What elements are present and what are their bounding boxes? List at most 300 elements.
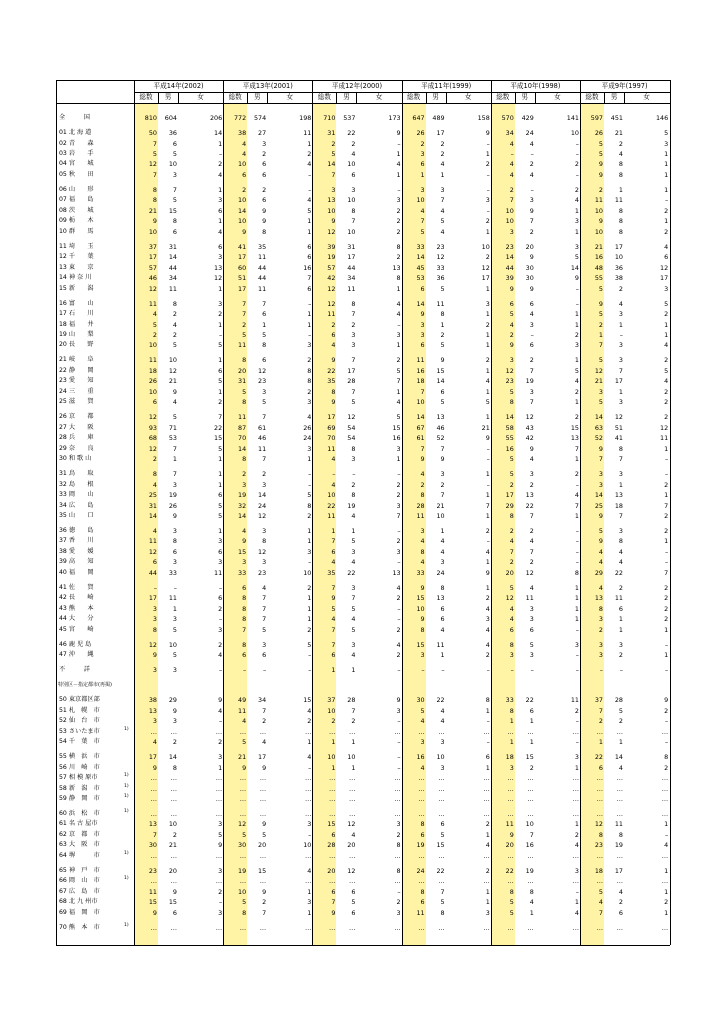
data-cell: 8 — [618, 537, 623, 546]
data-cell: 3 — [618, 470, 623, 479]
data-cell: 1 — [664, 160, 669, 169]
data-cell: 5 — [218, 341, 223, 350]
data-cell: … — [572, 727, 579, 736]
data-cell: 15 — [392, 423, 401, 432]
data-cell: 44 — [505, 263, 514, 272]
data-cell: … — [418, 923, 425, 932]
data-cell: 3 — [396, 547, 401, 556]
data-cell: 7 — [331, 640, 336, 649]
data-cell: 6 — [218, 242, 223, 251]
data-cell: 2 — [307, 356, 312, 365]
data-cell: 11 — [614, 196, 623, 205]
data-cell: … — [394, 794, 401, 803]
data-cell: 2 — [664, 356, 669, 365]
data-cell: 206 — [209, 114, 223, 122]
data-cell: 1 — [307, 139, 312, 148]
data-cell: – — [619, 666, 623, 675]
data-cell: 4 — [664, 242, 669, 251]
data-cell: 2 — [598, 320, 603, 329]
data-cell: 4 — [574, 841, 579, 850]
data-cell: 9 — [218, 841, 223, 850]
data-cell: 2 — [307, 387, 312, 396]
data-cell: 19 — [238, 491, 247, 500]
data-cell: … — [596, 727, 603, 736]
data-cell: 4 — [420, 558, 425, 567]
data-cell: 10 — [238, 160, 247, 169]
data-cell: 12 — [525, 568, 534, 577]
data-cell: 39 — [327, 242, 336, 251]
data-cell: 4 — [664, 377, 669, 386]
row-footnote: 1) — [124, 876, 129, 882]
data-cell: 21 — [436, 501, 445, 510]
data-cell: – — [530, 330, 534, 339]
data-cell: 5 — [218, 830, 223, 839]
data-cell: 5 — [172, 625, 177, 634]
data-cell: 11 — [148, 887, 157, 896]
data-cell: 18 — [416, 377, 425, 386]
data-cell: 1 — [307, 320, 312, 329]
data-cell: 11 — [148, 537, 157, 546]
data-cell: 11 — [505, 820, 514, 829]
data-cell: 2 — [172, 330, 177, 339]
data-cell: 9 — [509, 830, 514, 839]
row-label: 64 堺 市 — [59, 851, 100, 859]
row-label: 30 和 歌 山 — [59, 455, 92, 463]
data-cell: 54 — [347, 434, 356, 443]
data-cell: 48 — [594, 263, 603, 272]
data-cell: 1 — [440, 320, 445, 329]
data-cell: 11 — [168, 594, 177, 603]
data-cell: 647 — [412, 114, 425, 122]
data-cell: 3 — [440, 558, 445, 567]
data-cell: 20 — [168, 866, 177, 875]
data-cell: – — [486, 444, 490, 453]
col-header-male: 男 — [521, 93, 529, 101]
data-cell: 4 — [440, 160, 445, 169]
data-cell: 21 — [148, 206, 157, 215]
data-cell: 6 — [218, 366, 223, 375]
data-cell: 3 — [618, 310, 623, 319]
data-cell: – — [308, 558, 312, 567]
data-cell: 1 — [351, 527, 356, 535]
data-cell: … — [329, 784, 336, 793]
data-cell: 4 — [242, 527, 247, 535]
data-cell: 10 — [436, 753, 445, 762]
row-label: 42 長 崎 — [59, 594, 94, 602]
data-cell: 63 — [594, 423, 603, 432]
data-cell: 5 — [152, 149, 157, 158]
row-footnote: 1) — [124, 726, 129, 732]
data-cell: 158 — [477, 114, 490, 122]
data-cell: 7 — [262, 299, 267, 308]
col-header-male: 男 — [432, 93, 439, 101]
data-cell: 12 — [660, 423, 669, 432]
data-cell: 8 — [440, 583, 445, 592]
data-cell: – — [575, 625, 579, 634]
data-cell: 6 — [598, 763, 603, 772]
row-label: 14 神 奈 川 — [59, 274, 92, 282]
data-cell: 3 — [262, 527, 267, 535]
data-cell: 15 — [525, 753, 534, 762]
data-cell: 1 — [574, 594, 579, 603]
data-cell: 10 — [347, 160, 356, 169]
row-label: 57 相 模 原市 — [59, 774, 98, 782]
data-cell: 2 — [307, 511, 312, 520]
data-cell: 46 — [258, 434, 267, 443]
col-header-female: 女 — [643, 93, 650, 101]
data-cell: 4 — [529, 898, 534, 907]
data-cell: 1 — [331, 527, 336, 535]
data-cell: 14 — [505, 253, 514, 262]
data-cell: … — [661, 810, 669, 818]
data-cell: 17 — [258, 753, 267, 762]
data-cell: … — [239, 784, 247, 793]
data-cell: 3 — [152, 615, 157, 624]
row-label: 65 神 戸 市 — [59, 866, 100, 874]
data-cell: 2 — [618, 717, 623, 726]
data-cell: 4 — [598, 898, 603, 907]
data-cell: 7 — [440, 491, 445, 500]
data-cell: 12 — [327, 299, 336, 308]
data-cell: … — [616, 851, 623, 860]
data-cell: 4 — [262, 583, 267, 592]
data-cell: 11 — [238, 413, 247, 422]
data-cell: … — [483, 923, 490, 932]
data-cell: 3 — [307, 398, 312, 407]
data-cell: 20 — [347, 841, 356, 850]
data-cell: 1 — [529, 717, 534, 726]
data-cell: 33 — [436, 263, 445, 272]
data-cell: 54 — [347, 423, 356, 432]
row-label: 27 大 阪 — [59, 423, 94, 431]
data-cell: – — [575, 170, 579, 179]
data-cell: 1 — [485, 149, 490, 158]
data-cell: 23 — [436, 242, 445, 251]
data-cell: 17 — [148, 253, 157, 262]
data-cell: … — [394, 784, 401, 793]
data-cell: 9 — [172, 887, 177, 896]
data-cell: … — [418, 727, 425, 736]
data-cell: – — [218, 149, 223, 158]
data-cell: 6 — [262, 170, 267, 179]
data-cell: … — [329, 851, 336, 860]
data-cell: 5 — [242, 387, 247, 396]
data-cell: 1 — [440, 170, 445, 179]
data-cell: 2 — [307, 625, 312, 634]
data-cell: 1 — [351, 763, 356, 772]
data-cell: 3 — [307, 341, 312, 350]
data-cell: 1 — [574, 898, 579, 907]
data-cell: 5 — [172, 651, 177, 660]
data-cell: 8 — [598, 830, 603, 839]
data-cell: 6 — [307, 253, 312, 262]
data-cell: 2 — [152, 455, 157, 464]
row-footnote: 1) — [124, 809, 129, 814]
data-cell: – — [308, 763, 312, 772]
data-cell: 2 — [485, 356, 490, 365]
data-cell: 3 — [618, 356, 623, 365]
data-cell: 5 — [351, 604, 356, 613]
data-cell: 5 — [598, 527, 603, 535]
data-cell: … — [661, 774, 669, 783]
data-cell: 4 — [351, 149, 356, 158]
data-cell: 604 — [164, 114, 177, 122]
data-cell: 3 — [172, 480, 177, 489]
data-cell: 37 — [148, 242, 157, 251]
header-bottom-line — [56, 103, 670, 104]
data-cell: 5 — [262, 830, 267, 839]
data-cell: 8 — [331, 387, 336, 396]
data-cell: 5 — [618, 706, 623, 715]
data-cell: … — [394, 810, 401, 818]
data-cell: 1 — [307, 594, 312, 603]
data-cell: – — [575, 480, 579, 489]
data-cell: 4 — [529, 170, 534, 179]
data-cell: 3 — [420, 330, 425, 339]
data-cell: 30 — [525, 263, 534, 272]
data-cell: 34 — [347, 274, 356, 283]
data-cell: 10 — [570, 129, 579, 138]
data-cell: 9 — [420, 310, 425, 319]
data-cell: 6 — [262, 196, 267, 205]
row-label: 31 鳥 取 — [59, 470, 94, 478]
data-cell: 22 — [436, 696, 445, 705]
data-cell: 2 — [485, 217, 490, 226]
data-cell: … — [215, 923, 223, 932]
data-cell: 2 — [574, 387, 579, 396]
data-cell: 1 — [574, 206, 579, 215]
data-cell: 4 — [307, 706, 312, 715]
data-cell: 9 — [598, 299, 603, 308]
data-cell: 2 — [509, 527, 514, 535]
data-cell: 1 — [485, 330, 490, 339]
data-cell: 1 — [307, 537, 312, 546]
data-cell: 1 — [396, 341, 401, 350]
data-cell: 4 — [331, 480, 336, 489]
data-cell: 1 — [574, 320, 579, 329]
data-cell: 38 — [148, 696, 157, 705]
data-cell: 9 — [598, 444, 603, 453]
data-cell: 2 — [598, 717, 603, 726]
data-cell: … — [349, 774, 356, 783]
data-cell: 8 — [242, 908, 247, 917]
data-cell: – — [421, 666, 425, 675]
data-cell: – — [486, 480, 490, 489]
row-label: 60 浜 松 市 — [59, 810, 100, 817]
data-cell: 7 — [262, 908, 267, 917]
data-cell: 7 — [172, 185, 177, 194]
data-cell: 1 — [485, 887, 490, 896]
data-cell: 45 — [416, 263, 425, 272]
data-cell: 7 — [529, 547, 534, 556]
data-cell: 9 — [331, 594, 336, 603]
data-cell: 6 — [152, 558, 157, 567]
data-cell: 2 — [664, 480, 669, 489]
data-cell: 6 — [440, 820, 445, 829]
data-cell: 6 — [485, 753, 490, 762]
row-label: 06 山 形 — [59, 185, 94, 193]
data-cell: 1 — [485, 387, 490, 396]
data-cell: 9 — [262, 206, 267, 215]
data-cell: 1 — [485, 583, 490, 592]
data-cell: 4 — [218, 706, 223, 715]
data-cell: 3 — [331, 185, 336, 194]
data-cell: 2 — [574, 706, 579, 715]
data-cell: 11 — [436, 299, 445, 308]
data-cell: 8 — [396, 841, 401, 850]
data-cell: 36 — [436, 274, 445, 283]
data-cell: 13 — [148, 706, 157, 715]
data-cell: 1 — [618, 185, 623, 194]
data-cell: – — [575, 139, 579, 148]
data-cell: … — [438, 784, 445, 793]
data-cell: 10 — [347, 196, 356, 205]
data-cell: 9 — [420, 615, 425, 624]
data-cell: 11 — [594, 196, 603, 205]
data-cell: 4 — [440, 625, 445, 634]
data-cell: 4 — [574, 196, 579, 205]
data-cell: 4 — [307, 160, 312, 169]
data-cell: 15 — [436, 366, 445, 375]
data-cell: 23 — [258, 377, 267, 386]
data-cell: 12 — [214, 274, 223, 283]
data-cell: 4 — [420, 717, 425, 726]
data-cell: – — [397, 185, 401, 194]
data-cell: 2 — [664, 398, 669, 407]
data-cell: – — [664, 738, 669, 747]
row-label: 63 大 阪 市 — [59, 841, 100, 849]
data-cell: 15 — [303, 696, 312, 705]
data-cell: 8 — [242, 615, 247, 624]
data-cell: 12 — [148, 160, 157, 169]
data-cell: 2 — [420, 480, 425, 489]
data-cell: 3 — [218, 299, 223, 308]
data-cell: … — [661, 727, 669, 736]
data-cell: 3 — [307, 547, 312, 556]
data-cell: – — [575, 887, 579, 896]
data-cell: 5 — [172, 149, 177, 158]
data-cell: … — [170, 877, 177, 886]
data-cell: 8 — [172, 763, 177, 772]
data-cell: 46 — [148, 274, 157, 283]
data-cell: – — [218, 615, 223, 624]
data-cell: … — [572, 774, 579, 783]
data-cell: 30 — [238, 841, 247, 850]
data-cell: 9 — [598, 217, 603, 226]
row-label: 32 島 根 — [59, 480, 94, 488]
data-cell: 9 — [598, 160, 603, 169]
data-cell: 1 — [485, 227, 490, 236]
data-cell: 9 — [242, 227, 247, 236]
data-cell: 8 — [351, 491, 356, 500]
data-cell: 67 — [416, 423, 425, 432]
data-cell: 2 — [664, 527, 669, 535]
data-cell: 10 — [168, 820, 177, 829]
data-cell: 21 — [238, 753, 247, 762]
data-cell: 3 — [574, 753, 579, 762]
data-cell: – — [308, 185, 312, 194]
data-cell: 3 — [218, 625, 223, 634]
data-cell: … — [418, 851, 425, 860]
data-cell: – — [397, 717, 401, 726]
data-cell: 7 — [331, 537, 336, 546]
data-cell: 34 — [168, 274, 177, 283]
data-cell: 2 — [351, 480, 356, 489]
data-cell: 7 — [420, 217, 425, 226]
data-cell: 13 — [594, 594, 603, 603]
data-cell: 4 — [420, 537, 425, 546]
data-cell: 12 — [238, 820, 247, 829]
data-cell: 2 — [396, 625, 401, 634]
data-cell: 1 — [664, 625, 669, 634]
data-cell: 4 — [485, 547, 490, 556]
data-cell: 29 — [594, 568, 603, 577]
data-cell: 12 — [505, 366, 514, 375]
data-cell: 5 — [420, 227, 425, 236]
data-cell: 17 — [614, 866, 623, 875]
data-cell: … — [304, 727, 312, 736]
data-cell: 1 — [618, 738, 623, 747]
data-cell: 16 — [416, 753, 425, 762]
data-cell: 2 — [509, 480, 514, 489]
data-cell: 7 — [351, 310, 356, 319]
data-cell: … — [418, 774, 425, 783]
data-cell: 14 — [148, 511, 157, 520]
data-cell: 772 — [233, 114, 247, 122]
data-cell: – — [308, 830, 312, 839]
data-cell: 6 — [440, 604, 445, 613]
data-cell: 7 — [618, 455, 623, 464]
data-cell: – — [397, 615, 401, 624]
row-label: 01 北 海 道 — [59, 129, 92, 137]
row-label: 16 富 山 — [59, 299, 94, 307]
data-cell: – — [218, 666, 223, 675]
data-cell: 2 — [331, 139, 336, 148]
data-cell: … — [170, 727, 177, 736]
data-cell: 2 — [664, 706, 669, 715]
data-cell: 1 — [307, 455, 312, 464]
data-cell: … — [572, 877, 579, 886]
data-cell: 9 — [396, 696, 401, 705]
data-cell: – — [218, 898, 223, 907]
data-cell: 4 — [485, 640, 490, 649]
data-cell: 597 — [590, 114, 603, 122]
data-cell: … — [349, 877, 356, 886]
data-cell: 4 — [218, 170, 223, 179]
data-cell: 10 — [505, 206, 514, 215]
data-cell: 8 — [509, 706, 514, 715]
data-cell: … — [170, 794, 177, 803]
data-cell: 2 — [485, 320, 490, 329]
row-label: 40 福 岡 — [59, 568, 94, 576]
data-cell: 3 — [351, 640, 356, 649]
row-footnote: 1) — [124, 850, 129, 856]
data-cell: … — [150, 774, 157, 783]
data-cell: – — [218, 583, 223, 592]
data-cell: 5 — [420, 706, 425, 715]
data-cell: 42 — [525, 434, 534, 443]
data-cell: 3 — [307, 898, 312, 907]
data-cell: 4 — [262, 738, 267, 747]
data-cell: 11 — [614, 820, 623, 829]
data-cell: 1 — [351, 666, 356, 675]
data-cell: … — [596, 923, 603, 932]
data-cell: 5 — [218, 377, 223, 386]
data-cell: … — [150, 810, 157, 818]
data-cell: 8 — [242, 594, 247, 603]
data-cell: 11 — [214, 568, 223, 577]
data-cell: 5 — [509, 455, 514, 464]
